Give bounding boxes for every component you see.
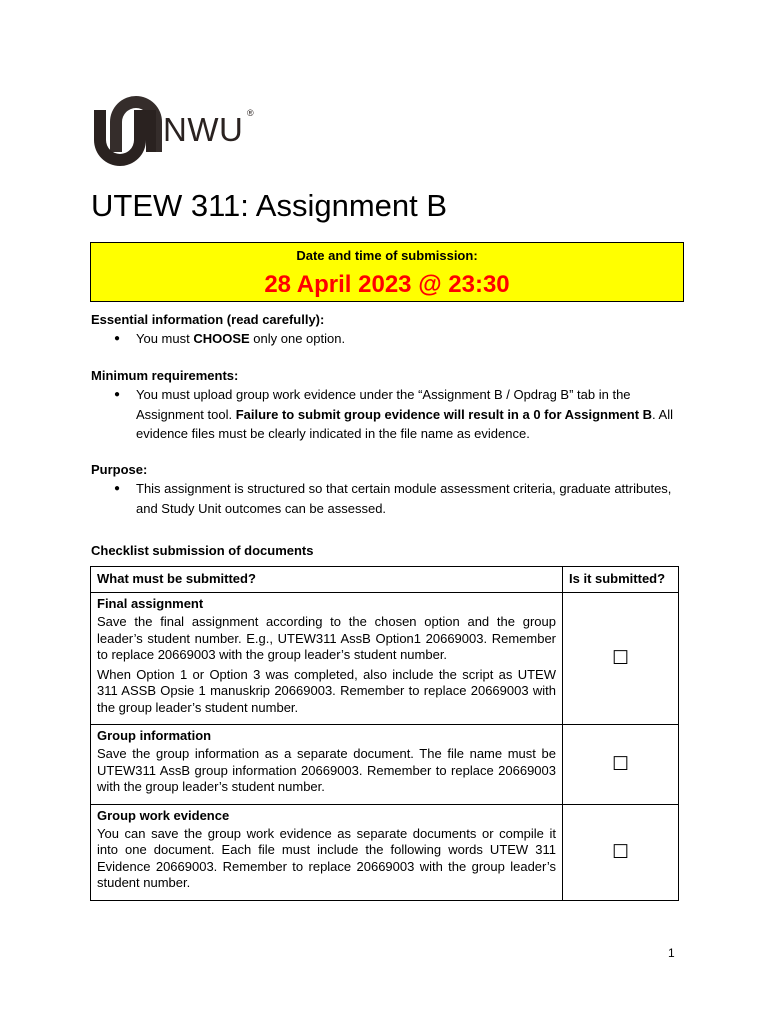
table-row <box>91 593 679 725</box>
row-title: Group information <box>97 728 212 743</box>
row-description <box>91 593 563 725</box>
submission-date: 28 April 2023 @ 23:30 <box>264 271 510 298</box>
minimum-heading: Minimum requirements: <box>91 368 239 383</box>
row-description <box>91 725 563 805</box>
list-item: ● You must CHOOSE only one option. <box>114 331 346 346</box>
essential-heading: Essential information (read carefully): <box>91 312 325 327</box>
checklist-table <box>90 566 679 901</box>
submitted-checkbox[interactable]: ☐ <box>563 804 679 900</box>
submitted-checkbox[interactable]: ☐ <box>563 725 679 805</box>
submission-banner <box>90 242 684 302</box>
row-text: When Option 1 or Option 3 was completed, also include the script as UTEW 311 ASSB Opsie 1 manuskrip 20669003. Remember to replace 20669003 with the group leader’s student number. <box>97 666 556 715</box>
table-row <box>91 804 679 900</box>
row-text: Save the group information as a separate document. The file name must be UTEW311 AssB group information 20669003. Remember to replace 20669003 with the group leader’s student number. <box>97 746 556 794</box>
purpose-heading: Purpose: <box>91 462 148 477</box>
essential-list <box>91 329 681 349</box>
column-header-what: What must be submitted? <box>91 567 563 593</box>
row-description <box>91 804 563 900</box>
checklist-heading: Checklist submission of documents <box>91 543 314 558</box>
logo-text: NWU <box>163 111 244 148</box>
registered-mark: ® <box>247 108 254 118</box>
column-header-submitted: Is it submitted? <box>563 567 679 593</box>
list-item: ● You must upload group work evidence under the “Assignment B / Opdrag B” tab in the Assignment tool. Failure to submit group evidence will result in a 0 for Assignment B. All evidence files must be clearly indicated in the file name as evidence. <box>114 387 673 441</box>
row-title: Final assignment <box>97 596 204 611</box>
submission-label: Date and time of submission: <box>296 248 478 263</box>
list-item: ● This assignment is structured so that certain module assessment criteria, graduate attributes, and Study Unit outcomes can be assessed. <box>114 481 672 516</box>
table-header-row <box>91 567 679 593</box>
submitted-checkbox[interactable]: ☐ <box>563 593 679 725</box>
row-title: Group work evidence <box>97 807 230 823</box>
page-number: 1 <box>668 946 675 960</box>
table-row <box>91 725 679 805</box>
minimum-list <box>91 385 681 444</box>
purpose-list <box>91 479 681 518</box>
page-title: UTEW 311: Assignment B <box>91 188 448 223</box>
row-text: Save the final assignment according to the chosen option and the group leader’s student number. E.g., UTEW311 AssB Option1 20669003. Remember to replace 20669003 with the group leader’s student number. <box>97 614 556 662</box>
row-text: You can save the group work evidence as separate documents or compile it into one document. Each file must include the following words UTEW 311 Evidence 20669003. Remember to replace 20669003 with the group leader’s student number. <box>97 825 556 890</box>
